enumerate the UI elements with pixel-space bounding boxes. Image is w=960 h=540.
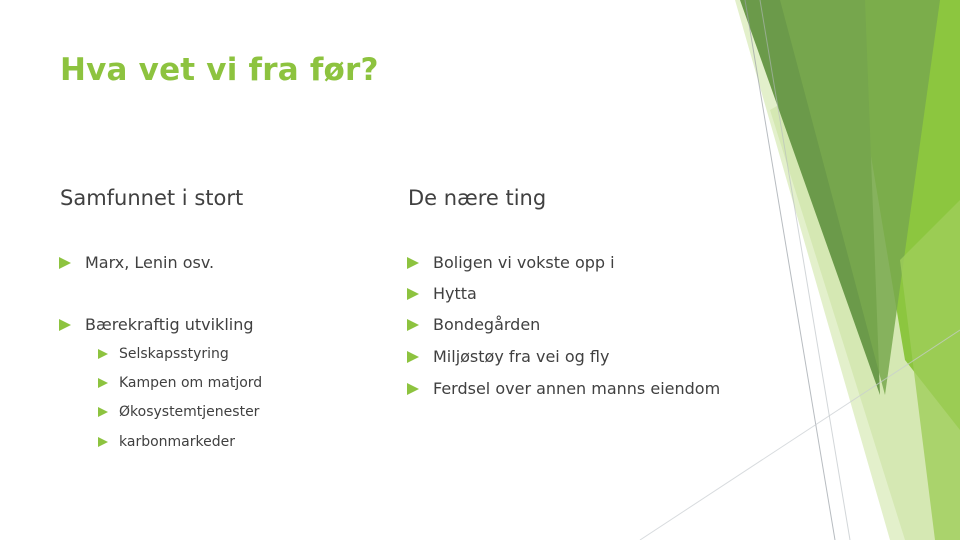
list-item-bondegarden xyxy=(406,315,540,334)
list-item-miljostoy xyxy=(406,347,609,366)
list-item-ferdsel xyxy=(406,379,720,398)
list-item-label: Ferdsel over annen manns eiendom xyxy=(433,379,721,398)
slide-title: Hva vet vi fra før? xyxy=(60,52,379,88)
green-right-triangle-icon xyxy=(96,435,110,449)
green-right-triangle-icon xyxy=(406,350,420,364)
green-right-triangle-icon xyxy=(406,318,420,332)
sub-item-kampen-om-matjord xyxy=(96,375,262,391)
green-right-triangle-icon xyxy=(406,256,420,270)
list-item-hytta xyxy=(406,284,477,303)
list-item-label: Boligen vi vokste opp i xyxy=(433,253,615,272)
list-item-marx-lenin xyxy=(58,253,214,272)
green-right-triangle-icon xyxy=(58,318,72,332)
right-column-heading: De nære ting xyxy=(408,186,547,210)
sub-item-label: Økosystemtjenester xyxy=(119,404,260,420)
green-right-triangle-icon xyxy=(406,287,420,301)
list-item-baerekraftig xyxy=(58,315,254,334)
list-item-label: Miljøstøy fra vei og fly xyxy=(433,347,610,366)
green-right-triangle-icon xyxy=(58,256,72,270)
sub-item-karbonmarkeder xyxy=(96,434,235,450)
left-column-heading: Samfunnet i stort xyxy=(60,186,244,210)
list-item-label: Hytta xyxy=(433,284,477,303)
green-right-triangle-icon xyxy=(96,347,110,361)
list-item-boligen xyxy=(406,253,615,272)
list-item-label: Bondegården xyxy=(433,315,541,334)
sub-item-selskapsstyring xyxy=(96,346,229,362)
sub-item-label: Kampen om matjord xyxy=(119,375,263,391)
list-item-label: Bærekraftig utvikling xyxy=(85,315,254,334)
sub-item-label: karbonmarkeder xyxy=(119,434,235,450)
sub-item-label: Selskapsstyring xyxy=(119,346,229,362)
sub-item-okosystemtjenester xyxy=(96,404,259,420)
green-right-triangle-icon xyxy=(96,376,110,390)
green-right-triangle-icon xyxy=(406,382,420,396)
list-item-label: Marx, Lenin osv. xyxy=(85,253,215,272)
green-right-triangle-icon xyxy=(96,405,110,419)
